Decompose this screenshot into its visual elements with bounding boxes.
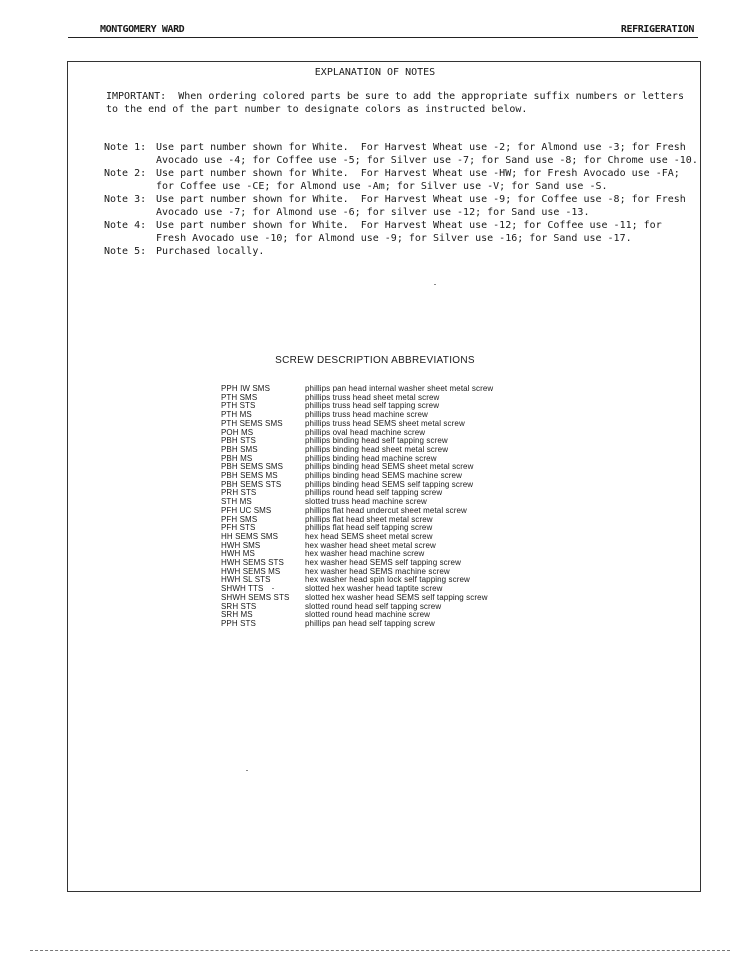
screw-abbreviation: PBH MS xyxy=(221,453,253,463)
screw-description: hex washer head machine screw xyxy=(305,549,425,559)
screw-description: hex washer head SEMS machine screw xyxy=(305,566,450,576)
note-1 xyxy=(104,141,698,167)
screw-description: phillips truss head machine screw xyxy=(305,410,428,420)
header-rule xyxy=(68,37,698,38)
header-section: REFRIGERATION xyxy=(620,24,694,35)
note-text xyxy=(156,245,264,258)
screw-abbreviation: PFH UC SMS xyxy=(221,505,272,515)
note-label: Note 4: xyxy=(104,220,147,231)
note-label: Note 2: xyxy=(104,168,147,179)
note-line: Avocado use -4; for Coffee use -5; for Silver use -7; for Sand use -8; for Chrome use -10. xyxy=(156,155,698,166)
note-text xyxy=(156,193,686,219)
screw-description: hex washer head sheet metal screw xyxy=(305,540,436,550)
note-line: Use part number shown for White. For Harvest Wheat use -9; for Coffee use -8; for Fresh xyxy=(156,194,686,205)
screw-abbreviation: PFH STS xyxy=(221,523,256,533)
important-paragraph xyxy=(106,90,686,116)
screw-description: phillips binding head SEMS machine screw xyxy=(305,471,462,481)
note-5 xyxy=(104,245,698,258)
note-label: Note 5: xyxy=(104,246,147,257)
screw-abbreviation: PTH SEMS SMS xyxy=(221,418,283,428)
screw-abbreviations-title: SCREW DESCRIPTION ABBREVIATIONS xyxy=(275,355,475,366)
screw-abbreviation: STH MS xyxy=(221,497,252,507)
screw-abbreviation: HWH SL STS xyxy=(221,575,271,585)
screw-description: phillips flat head self tapping screw xyxy=(305,523,433,533)
screw-abbreviation: PRH STS xyxy=(221,488,257,498)
screw-description: hex washer head SEMS self tapping screw xyxy=(305,558,461,568)
screw-abbreviation: SHWH TTS xyxy=(221,584,264,594)
screw-description: phillips truss head sheet metal screw xyxy=(305,392,440,402)
screw-abbreviation: PFH SMS xyxy=(221,514,258,524)
screw-description: phillips flat head sheet metal screw xyxy=(305,514,433,524)
note-text xyxy=(156,167,680,193)
screw-abbreviation: HH SEMS SMS xyxy=(221,531,279,541)
screw-abbreviation: SHWH SEMS STS xyxy=(221,592,290,602)
screw-abbreviation: PTH STS xyxy=(221,401,256,411)
screw-description: phillips truss head self tapping screw xyxy=(305,401,440,411)
screw-description: phillips binding head sheet metal screw xyxy=(305,444,449,454)
screw-description: phillips pan head self tapping screw xyxy=(305,618,435,628)
note-2 xyxy=(104,167,698,193)
screw-abbreviation: PTH SMS xyxy=(221,392,258,402)
note-line: Use part number shown for White. For Harvest Wheat use -HW; for Fresh Avocado use -FA; xyxy=(156,168,680,179)
screw-abbreviation: PBH SMS xyxy=(221,444,258,454)
screw-description: hex head SEMS sheet metal screw xyxy=(305,531,433,541)
screw-description: phillips flat head undercut sheet metal screw xyxy=(305,505,467,515)
screw-description: slotted round head self tapping screw xyxy=(305,601,442,611)
note-label: Note 1: xyxy=(104,142,147,153)
note-line: Use part number shown for White. For Harvest Wheat use -12; for Coffee use -11; for xyxy=(156,220,662,231)
screw-description: phillips binding head self tapping screw xyxy=(305,436,448,446)
screw-description: slotted round head machine screw xyxy=(305,610,431,620)
screw-abbreviation: PBH SEMS MS xyxy=(221,471,278,481)
important-line: to the end of the part number to designate colors as instructed below. xyxy=(106,104,528,115)
note-line: Fresh Avocado use -10; for Almond use -9; for Silver use -16; for Sand use -17. xyxy=(156,233,632,244)
screw-abbreviation: HWH SEMS STS xyxy=(221,558,284,568)
note-line: for Coffee use -CE; for Almond use -Am; for Silver use -V; for Sand use -S. xyxy=(156,181,608,192)
note-line: Avocado use -7; for Almond use -6; for silver use -12; for Sand use -13. xyxy=(156,207,590,218)
screw-description: phillips oval head machine screw xyxy=(305,427,426,437)
screw-abbreviation: SRH MS xyxy=(221,610,253,620)
important-line: IMPORTANT: When ordering colored parts be sure to add the appropriate suffix numbers or letters xyxy=(106,91,684,102)
notes-list xyxy=(104,141,698,258)
note-label: Note 3: xyxy=(104,194,147,205)
note-line: Purchased locally. xyxy=(156,246,265,257)
screw-abbreviation: PBH SEMS SMS xyxy=(221,462,284,472)
screw-description: slotted hex washer head taptite screw xyxy=(305,584,443,594)
screw-abbreviation: PBH SEMS STS xyxy=(221,479,282,489)
screw-abbreviation: SRH STS xyxy=(221,601,257,611)
header-brand: MONTGOMERY WARD xyxy=(100,24,185,35)
scan-speck xyxy=(246,770,248,771)
screw-description: slotted truss head machine screw xyxy=(305,497,427,507)
screw-abbreviation: HWH SEMS MS xyxy=(221,566,281,576)
bottom-rule xyxy=(30,950,730,951)
screw-abbreviations-table xyxy=(221,385,493,629)
screw-description: phillips pan head internal washer sheet metal screw xyxy=(305,384,494,393)
screw-abbreviation: PTH MS xyxy=(221,410,252,420)
note-4 xyxy=(104,219,698,245)
screw-description: phillips round head self tapping screw xyxy=(305,488,443,498)
screw-description: slotted hex washer head SEMS self tapping screw xyxy=(305,592,488,602)
screw-description: phillips truss head SEMS sheet metal screw xyxy=(305,418,465,428)
screw-description: hex washer head spin lock self tapping screw xyxy=(305,575,470,585)
screw-abbreviation: HWH MS xyxy=(221,549,255,559)
table-row xyxy=(221,620,493,629)
screw-abbreviation: PBH STS xyxy=(221,436,256,446)
screw-abbreviation: POH MS xyxy=(221,427,254,437)
screw-description: phillips binding head machine screw xyxy=(305,453,437,463)
screw-abbreviation: PPH IW SMS xyxy=(221,384,271,393)
screw-abbreviation: HWH SMS xyxy=(221,540,261,550)
screw-description: phillips binding head SEMS sheet metal screw xyxy=(305,462,474,472)
note-3 xyxy=(104,193,698,219)
note-text xyxy=(156,141,698,167)
screw-description: phillips binding head SEMS self tapping screw xyxy=(305,479,474,489)
notes-title: EXPLANATION OF NOTES xyxy=(314,67,436,78)
scan-speck xyxy=(272,588,274,589)
scan-speck xyxy=(434,284,436,285)
note-line: Use part number shown for White. For Harvest Wheat use -2; for Almond use -3; for Fresh xyxy=(156,142,686,153)
screw-abbreviation: PPH STS xyxy=(221,618,256,628)
note-text xyxy=(156,219,662,245)
